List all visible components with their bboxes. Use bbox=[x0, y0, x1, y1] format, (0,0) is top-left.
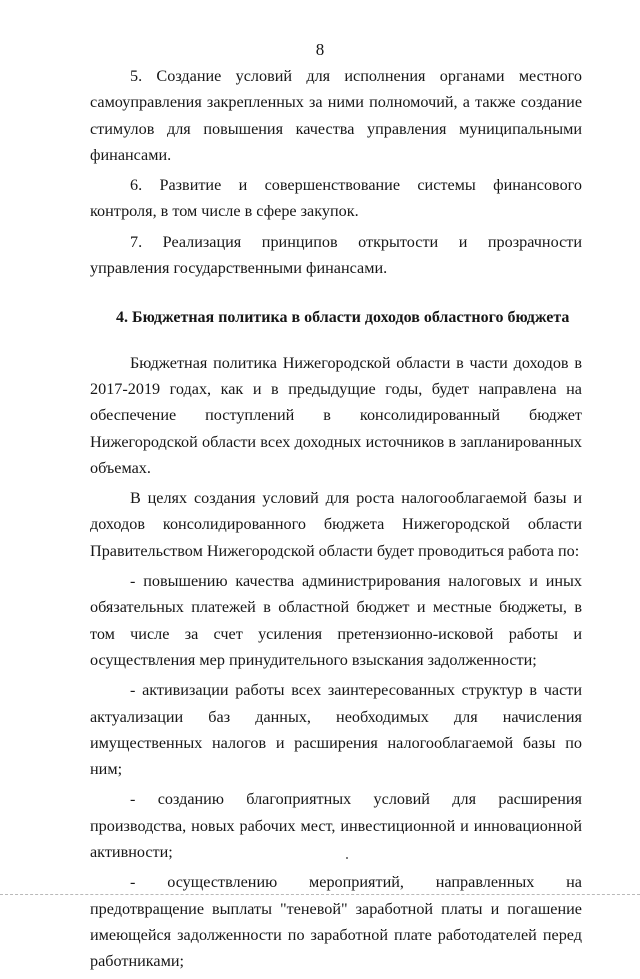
paragraph-item-7: 7. Реализация принципов открытости и прозрачности управления государственными финансами. bbox=[90, 232, 582, 278]
paragraph-item-5: 5. Создание условий для исполнения органами местного самоуправления закрепленных за ними полномочий, а также создание стимулов для повышения качества управления муниципальными финансами. bbox=[90, 67, 582, 164]
measure-list-item: - осуществлению мероприятий, направленных на предотвращение выплаты "теневой" заработной платы и погашение имеющейся задолженности по заработной плате работодателей перед работниками; bbox=[90, 873, 582, 971]
document-body bbox=[90, 63, 582, 979]
measure-list-item: - активизации работы всех заинтересованных структур в части актуализации баз данных, необходимых для начисления имущественных налогов и расширения налогооблагаемой базы по ним; bbox=[90, 681, 582, 779]
section-paragraph-measures: В целях создания условий для роста налогооблагаемой базы и доходов консолидированного бюджета Нижегородской области Правительством Нижегородской области будет проводиться работа по: bbox=[90, 489, 582, 560]
section-heading: 4. Бюджетная политика в области доходов областного бюджета bbox=[116, 309, 570, 327]
scan-speck bbox=[346, 857, 348, 859]
paragraph-item-6: 6. Развитие и совершенствование системы финансового контроля, в том числе в сфере закупок. bbox=[90, 176, 582, 221]
page-number: 8 bbox=[315, 40, 325, 59]
section-paragraph-intro: Бюджетная политика Нижегородской области в части доходов в 2017-2019 годах, как и в предыдущие годы, будет направлена на обеспечение поступлений в консолидированный бюджет Нижегородской области всех доходных источников в запланированных объемах. bbox=[90, 353, 582, 477]
measure-list-item: - созданию благоприятных условий для расширения производства, новых рабочих мест, инвестиционной и инновационной активности; bbox=[90, 790, 582, 862]
scan-edge-line bbox=[0, 894, 640, 895]
measure-list-item: - повышению качества администрирования налоговых и иных обязательных платежей в областной бюджет и местные бюджеты, в том числе за счет усиления претензионно-исковой работы и осуществления мер принудительного взыскания задолженности; bbox=[90, 572, 582, 669]
